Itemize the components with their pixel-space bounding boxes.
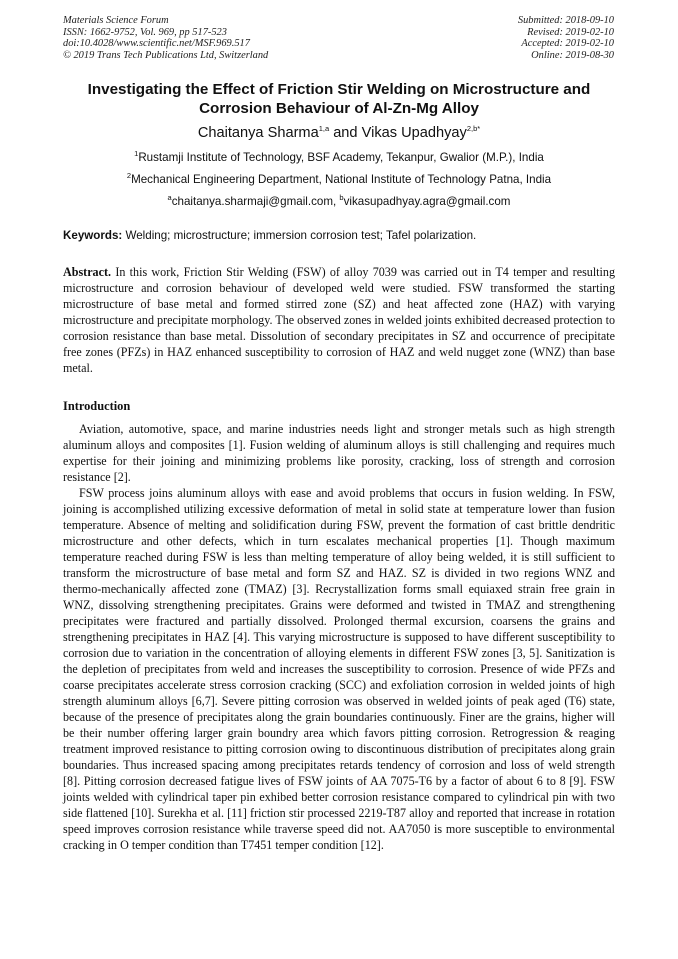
intro-paragraph-1: Aviation, automotive, space, and marine industries needs light and stronger metals such as high strength aluminum alloys and composites [1]. Fusion welding of aluminum alloys is still challenging and requires much expertise for their joining and minimizing problems like porosity, cracking, loss of strength and corrosion resistance [2]. — [63, 422, 615, 484]
online-date: Online: 2019-08-30 — [531, 49, 614, 61]
paper-title — [40, 80, 638, 118]
author-1-affil-mark: 1,a — [318, 124, 330, 134]
issn-line: ISSN: 1662-9752, Vol. 969, pp 517-523 — [63, 26, 227, 38]
affiliation-1-mark: 1 — [134, 149, 139, 159]
doi-line: doi:10.4028/www.scientific.net/MSF.969.517 — [63, 38, 250, 50]
submitted-date: Submitted: 2018-09-10 — [517, 15, 614, 26]
affiliation-2-text: Mechanical Engineering Department, National Institute of Technology Patna, India — [131, 173, 552, 186]
keywords-text: Welding; microstructure; immersion corrosion test; Tafel polarization. — [122, 229, 477, 242]
title-line-2: Corrosion Behaviour of Al-Zn-Mg Alloy — [199, 100, 479, 117]
abstract-label: Abstract. — [63, 265, 112, 279]
accepted-date: Accepted: 2019-02-10 — [521, 38, 614, 50]
journal-name: Materials Science Forum — [63, 15, 169, 26]
keywords — [63, 229, 615, 243]
author-list — [40, 124, 638, 142]
abstract — [63, 264, 615, 376]
email-b[interactable]: vikasupadhyay.agra@gmail.com — [343, 195, 511, 208]
revised-date: Revised: 2019-02-10 — [527, 26, 614, 38]
section-heading-introduction: Introduction — [63, 399, 131, 413]
author-emails — [40, 195, 638, 209]
author-conjunction: and — [329, 125, 362, 141]
keywords-label: Keywords: — [63, 229, 123, 242]
affiliation-2-mark: 2 — [126, 171, 132, 181]
author-2: Vikas Upadhyay — [361, 125, 467, 141]
intro-paragraph-2: FSW process joins aluminum alloys with ease and avoid problems that occurs in fusion welding. In FSW, joining is accomplished utilizing excessive deformation of metal in solid state at temperature lower than fusion temperature. Absence of melting and solidification during FSW, prevent the formation of cast brittle dendritic microstructure and other defects, which in turn escalates mechanical properties [1]. Though maximum temperature reached during FSW is less than melting temperature of alloy being welded, it is still sufficient to transform the microstructure of base metal and form SZ and HAZ. SZ is divided in two regions WNZ and thermo-mechanically affected zone (TMAZ) [3]. Recrystallization forms small equiaxed strain free grain in WNZ, dissolving strengthening precipitates. Grains were deformed and twisted in TMAZ and strengthening precipitates were fractured and partially dissolved. Prolonged thermal excursion, coarsens the grains and strengthening precipitates in HAZ [4]. This varying microstructure is supposed to have different susceptibility to corrosion due to variation in the concentration of alloying elements in different FSW zones [3, 5]. Sanitization is the depletion of precipitates from weld and increases the susceptibility to corrosion. Presence of wide PFZs and coarse precipitates accelerate stress corrosion cracking (SCC) and exfoliation corrosion in welded joints of high strength aluminum alloys [6,7]. Severe pitting corrosion was observed in welded joints of peak aged (T6) state, because of the presence of precipitates along the grain boundaries continuously. Finer are the grains, higher will be their number offering larger grain boundry area which favors pitting corrosion. Retrogression & reaging treatment improved resistance to pitting corrosion owing to discontinuous distribution of precipitates along grain boundaries. Thus increased spacing among precipitates retards tendency of corrosion and loss of weld strength [8]. Pitting corrosion decreased fatigue lives of FSW joints of AA 7075-T6 by a factor of about 6 to 8 [9]. FSW joints welded with cylindrical taper pin exhibed better corrosion resistance compared to cylindrical pin with two side flattened [10]. Surekha et al. [11] friction stir processed 2219-T87 alloy and reported that increase in rotation speed improves corrosion resistance while traverse speed did not. AA7050 is more susceptible to environmental cracking in O temper condition than T7451 temper condition [12]. — [63, 486, 615, 852]
title-line-1: Investigating the Effect of Friction Stir Welding on Microstructure and — [87, 81, 591, 98]
affiliation-2 — [40, 173, 638, 187]
email-b-mark: b — [339, 193, 344, 203]
email-a[interactable]: chaitanya.sharmaji@gmail.com, — [171, 195, 340, 208]
journal-header — [63, 15, 268, 61]
email-a-mark: a — [167, 193, 172, 203]
author-2-affil-mark: 2,b* — [466, 124, 481, 134]
affiliation-1-text: Rustamji Institute of Technology, BSF Academy, Tekanpur, Gwalior (M.P.), India — [138, 151, 544, 164]
copyright-line: © 2019 Trans Tech Publications Ltd, Switzerland — [63, 49, 269, 61]
author-1: Chaitanya Sharma — [197, 125, 319, 141]
abstract-text: In this work, Friction Stir Welding (FSW) of alloy 7039 was carried out in T4 temper and resulting microstructure and corrosion behaviour of developed weld were studied. FSW transformed the starting microstructure of base metal and formed stirred zone (SZ) and heat affected zone (HAZ) with varying microstructure and precipitate morphology. The observed zones in welded joints exhibited decreased protection to corrosion resistance than base metal. Dissolution of secondary precipitates in SZ and occurrence of precipitate free zones (PFZs) in HAZ enhanced susceptibility to corrosion of HAZ and weld nugget zone (WNZ) than base metal. — [63, 265, 615, 375]
dates-header — [518, 15, 614, 61]
affiliation-1 — [40, 151, 638, 165]
